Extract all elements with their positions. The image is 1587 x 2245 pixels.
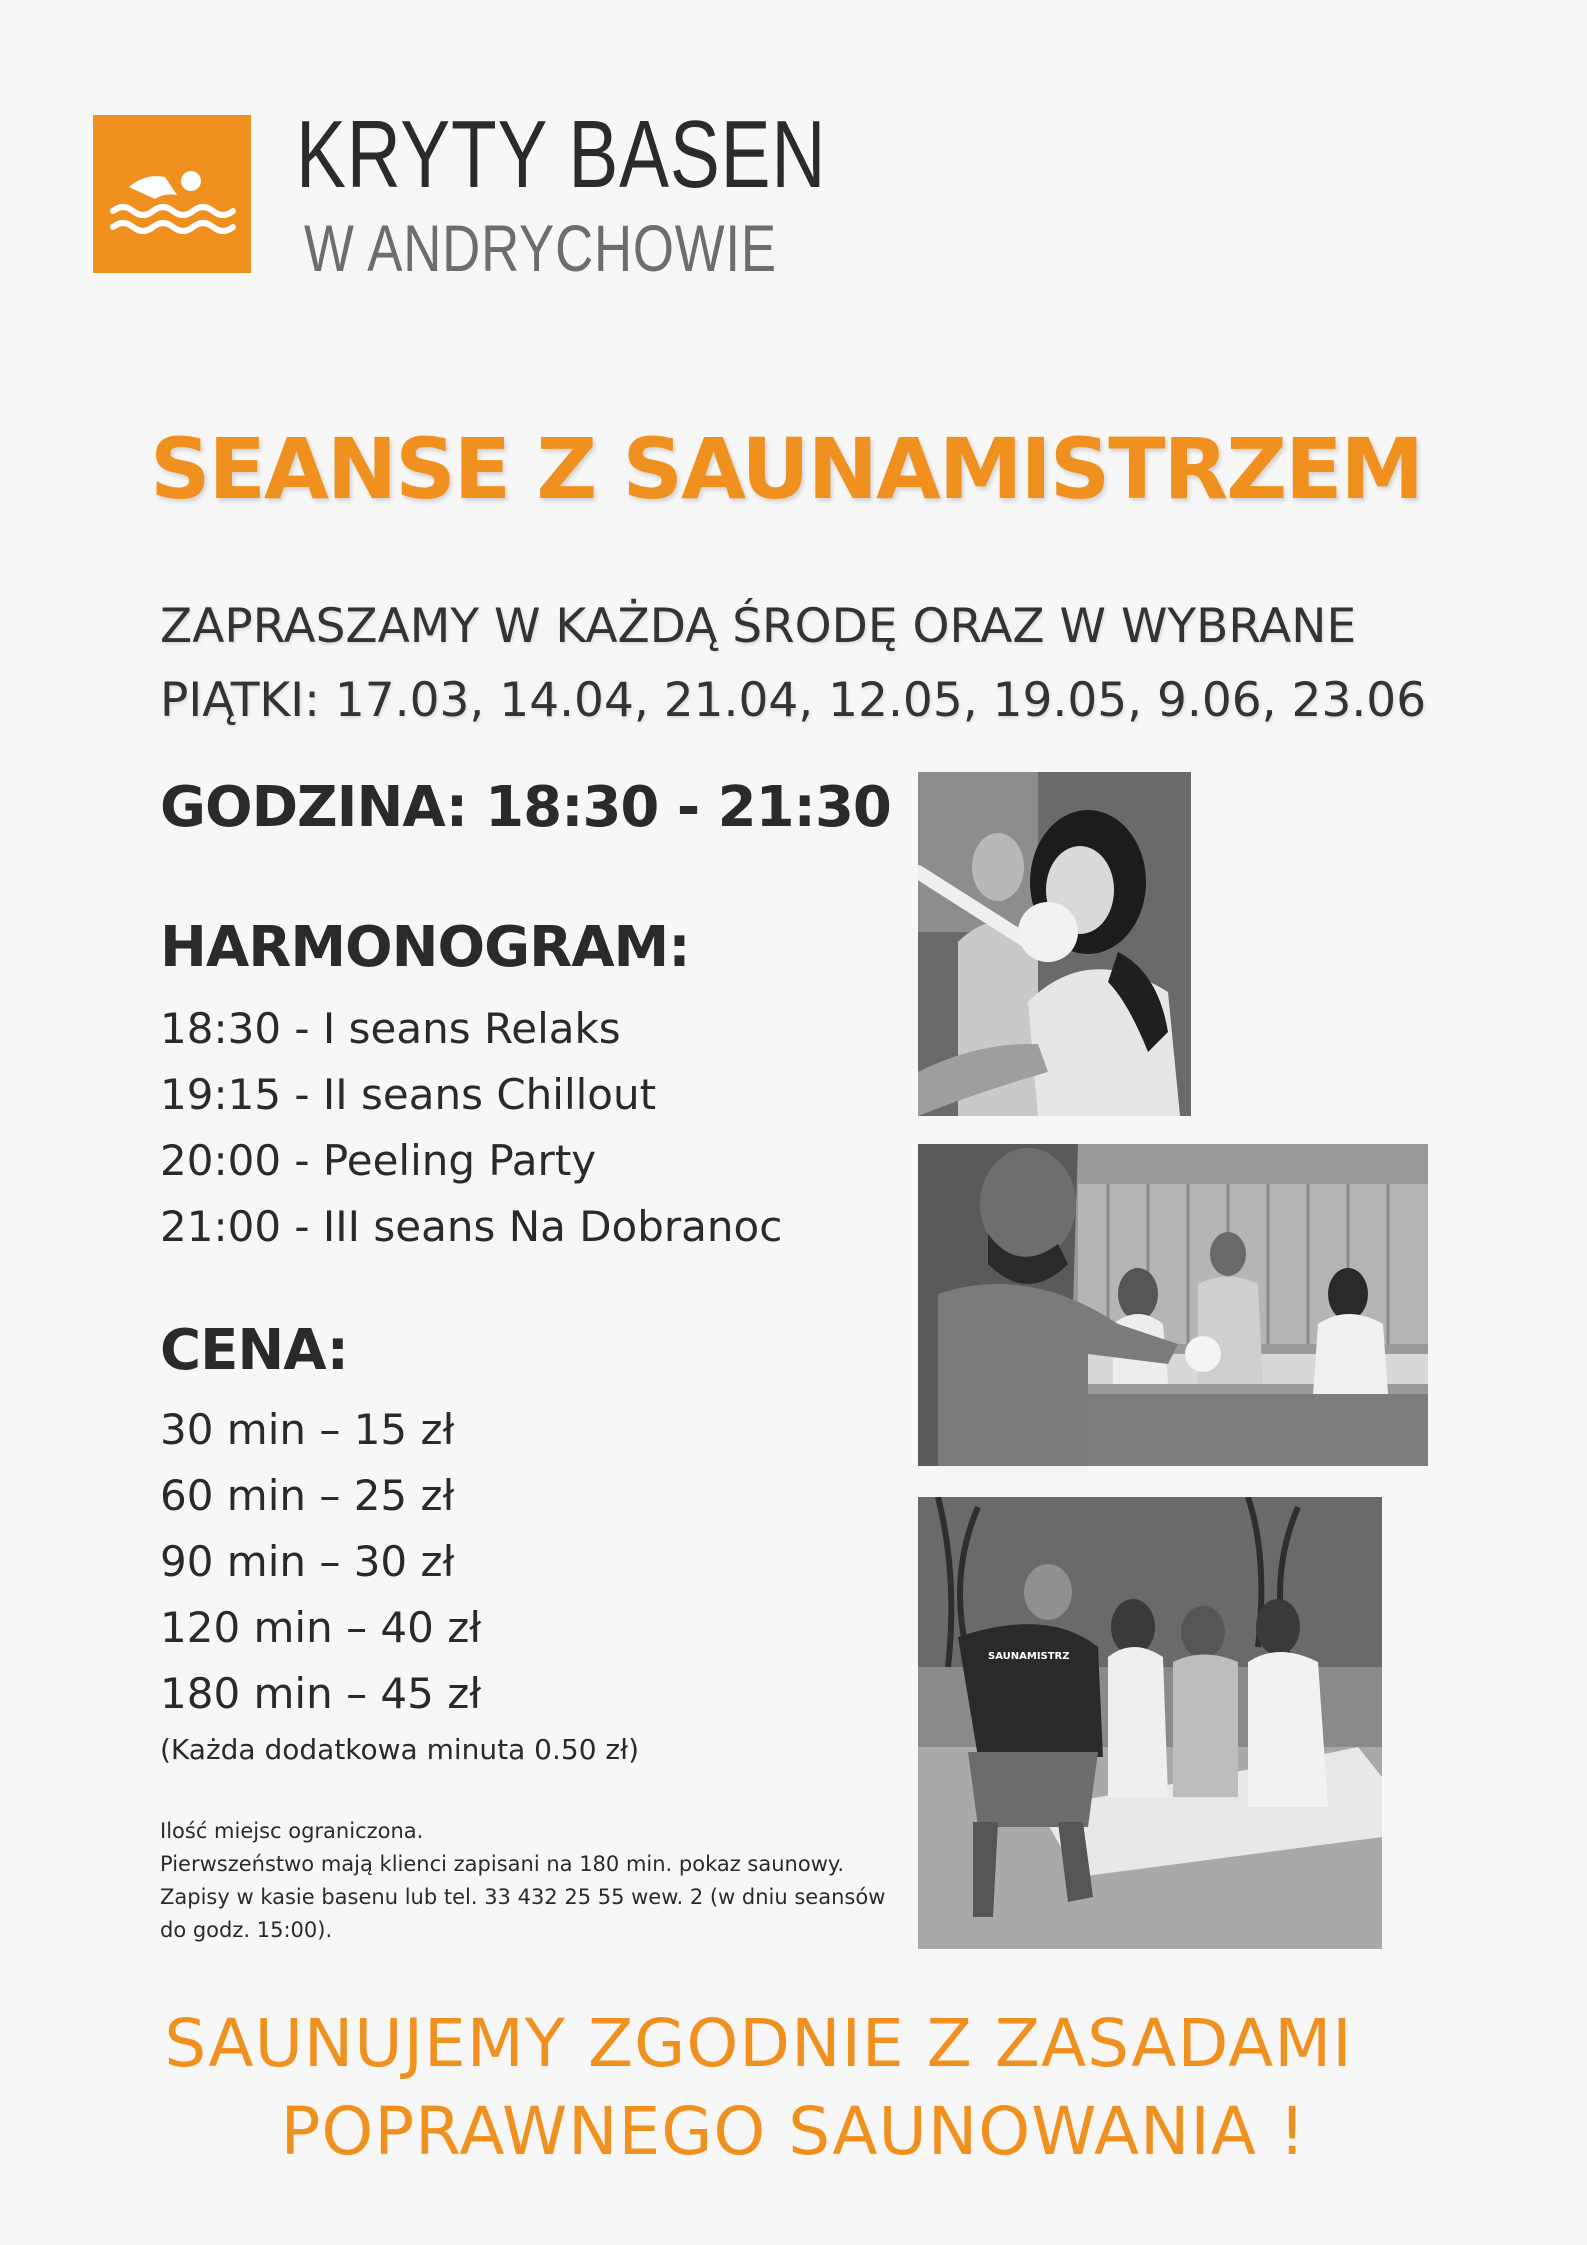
note-line: Zapisy w kasie basenu lub tel. 33 432 25 55 wew. 2 (w dniu seansów bbox=[160, 1885, 886, 1909]
price-item: 90 min – 30 zł bbox=[160, 1537, 455, 1586]
note-line: Pierwszeństwo mają klienci zapisani na 180 min. pokaz saunowy. bbox=[160, 1852, 844, 1876]
footer-line-2: POPRAWNEGO SAUNOWANIA ! bbox=[280, 2093, 1307, 2170]
schedule-item: 18:30 - I seans Relaks bbox=[160, 1004, 621, 1053]
footer-slogan bbox=[0, 2000, 1587, 2176]
price-item: 30 min – 15 zł bbox=[160, 1405, 455, 1454]
schedule-item: 20:00 - Peeling Party bbox=[160, 1136, 597, 1185]
notes bbox=[160, 1815, 885, 1947]
note-line: Ilość miejsc ograniczona. bbox=[160, 1819, 424, 1843]
price-list bbox=[160, 1397, 481, 1727]
photo-sauna-group bbox=[918, 1144, 1428, 1466]
schedule-item: 19:15 - II seans Chillout bbox=[160, 1070, 657, 1119]
logo-mark bbox=[93, 115, 251, 273]
invitation-line-2: PIĄTKI: 17.03, 14.04, 21.04, 12.05, 19.05, 9.06, 23.06 bbox=[160, 673, 1427, 728]
photo-sauna-peeling bbox=[918, 772, 1191, 1116]
invitation-line-1: ZAPRASZAMY W KAŻDĄ ŚRODĘ ORAZ W WYBRANE bbox=[160, 599, 1357, 654]
swimmer-icon bbox=[93, 115, 251, 273]
price-item: 60 min – 25 zł bbox=[160, 1471, 455, 1520]
note-line: do godz. 15:00). bbox=[160, 1918, 333, 1942]
schedule-heading: HARMONOGRAM: bbox=[160, 915, 690, 980]
hours-label: GODZINA: bbox=[160, 775, 468, 840]
schedule-item: 21:00 - III seans Na Dobranoc bbox=[160, 1202, 783, 1251]
brand-location: W ANDRYCHOWIE bbox=[304, 211, 777, 285]
price-item: 120 min – 40 zł bbox=[160, 1603, 482, 1652]
page-title: SEANSE Z SAUNAMISTRZEM bbox=[150, 420, 1423, 518]
price-extra-note: (Każda dodatkowa minuta 0.50 zł) bbox=[160, 1733, 640, 1766]
photo-saunamistrz-serving bbox=[918, 1497, 1382, 1949]
footer-line-1: SAUNUJEMY ZGODNIE Z ZASADAMI bbox=[164, 2005, 1353, 2082]
schedule-list bbox=[160, 996, 782, 1260]
invitation-text bbox=[160, 590, 1426, 738]
shirt-text: SAUNAMISTRZ bbox=[988, 1651, 1070, 1662]
price-item: 180 min – 45 zł bbox=[160, 1669, 482, 1718]
hours bbox=[160, 775, 891, 840]
price-heading: CENA: bbox=[160, 1318, 348, 1383]
hours-value: 18:30 - 21:30 bbox=[485, 775, 891, 840]
brand-name: KRYTY BASEN bbox=[296, 101, 827, 208]
